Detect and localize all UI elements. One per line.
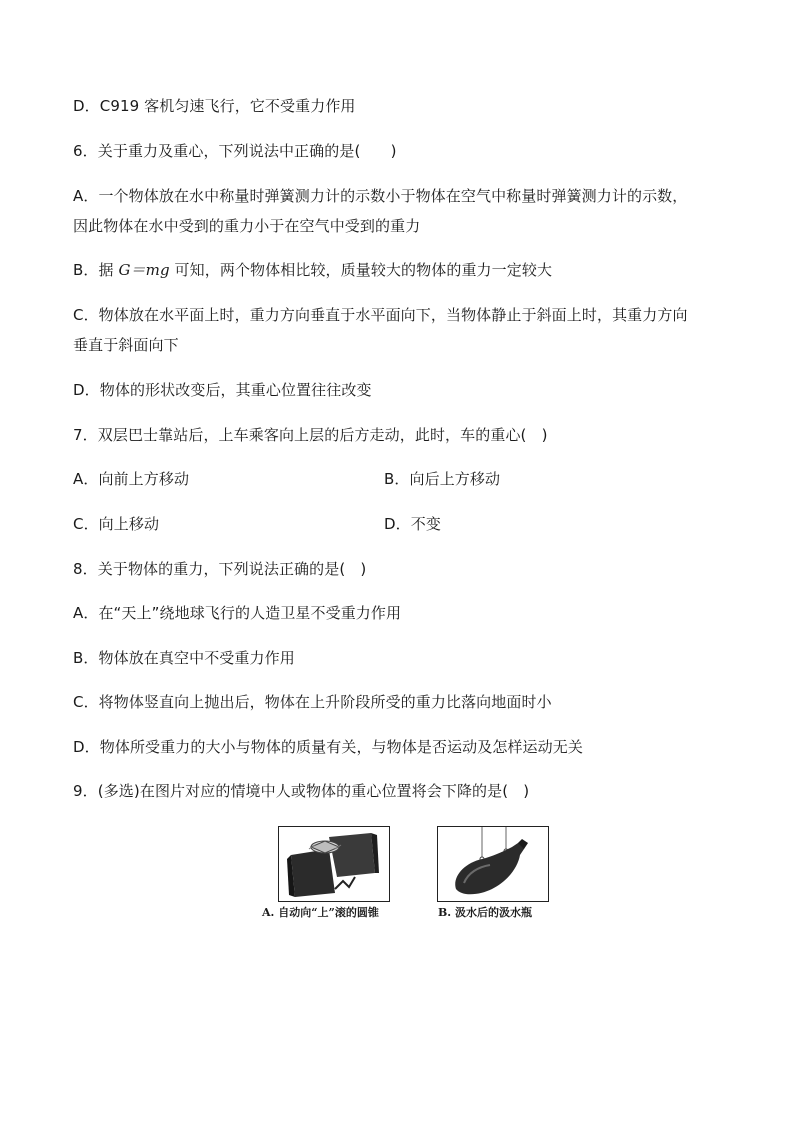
figure-a-caption: A. 自动向“上”滚的圆锥 [262, 906, 379, 919]
q8-stem: 8．关于物体的重力，下列说法正确的是( ) [73, 560, 367, 578]
q7-stem: 7．双层巴士靠站后，上车乘客向上层的后方走动，此时，车的重心( ) [73, 426, 548, 444]
q6-stem: 6．关于重力及重心，下列说法中正确的是( ) [73, 142, 397, 160]
q6-option-b-suffix: 可知，两个物体相比较，质量较大的物体的重力一定较大 [169, 261, 553, 279]
figure-b-caption: B. 汲水后的汲水瓶 [438, 906, 532, 919]
q8-option-b: B．物体放在真空中不受重力作用 [73, 649, 295, 667]
q6-option-a-line1: A．一个物体放在水中称量时弹簧测力计的示数小于物体在空气中称量时弹簧测力计的示数， [73, 187, 688, 205]
q6-option-b-prefix: B．据 [73, 261, 119, 279]
rolling-cone-illustration [279, 827, 389, 901]
q7-option-d: D．不变 [384, 515, 441, 533]
q5-option-d: D．C919 客机匀速飞行，它不受重力作用 [73, 97, 356, 115]
q6-option-c-line1: C．物体放在水平面上时，重力方向垂直于水平面向下，当物体静止于斜面上时，其重力方向 [73, 306, 688, 324]
figure-b-water-bottle [437, 826, 549, 902]
water-bottle-illustration [438, 827, 548, 901]
q6-option-b [73, 260, 552, 280]
figure-a-rolling-cone [278, 826, 390, 902]
q9-stem: 9．(多选)在图片对应的情境中人或物体的重心位置将会下降的是( ) [73, 782, 530, 800]
q6-option-d: D．物体的形状改变后，其重心位置往往改变 [73, 381, 372, 399]
q6-option-b-formula: G＝mg [118, 261, 170, 279]
q7-option-c: C．向上移动 [73, 515, 160, 533]
q6-option-a-line2: 因此物体在水中受到的重力小于在空气中受到的重力 [73, 217, 421, 235]
q8-option-d: D．物体所受重力的大小与物体的质量有关，与物体是否运动及怎样运动无关 [73, 738, 583, 756]
q6-option-c-line2: 垂直于斜面向下 [73, 336, 179, 354]
q8-option-a: A．在“天上”绕地球飞行的人造卫星不受重力作用 [73, 604, 402, 622]
q7-option-a: A．向前上方移动 [73, 470, 190, 488]
q8-option-c: C．将物体竖直向上抛出后，物体在上升阶段所受的重力比落向地面时小 [73, 693, 552, 711]
q7-option-b: B．向后上方移动 [384, 470, 501, 488]
